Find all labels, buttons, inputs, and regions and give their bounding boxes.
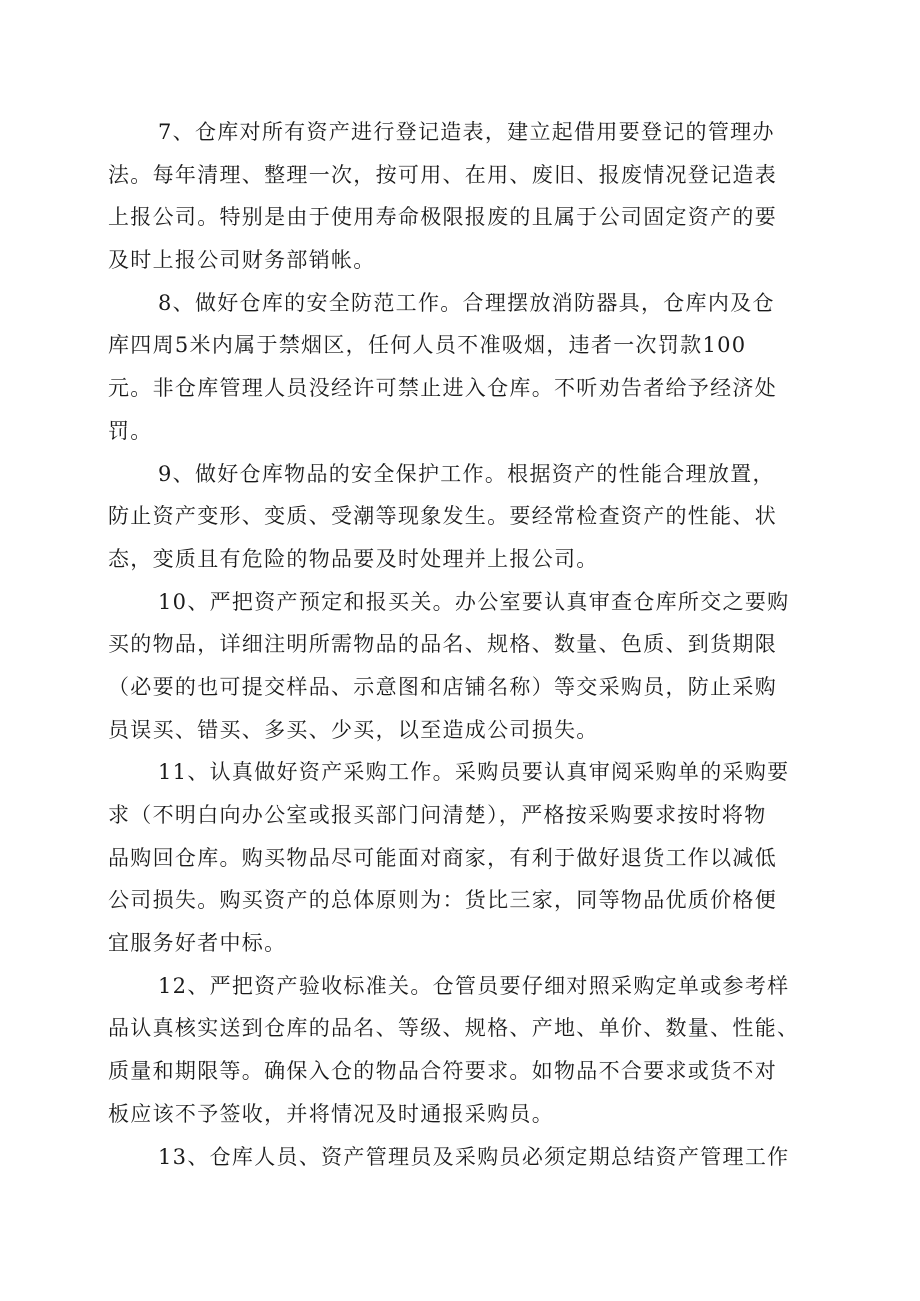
paragraph-first-line: 12、严把资产验收标准关。仓管员要仔细对照采购定单或参考样 [158,973,790,998]
paragraph-item-8 [108,282,820,453]
paragraph-line: 及时上报公司财务部销帐。 [108,248,376,273]
paragraph-line: 品认真核实送到仓库的品名、等级、规格、产地、单价、数量、性能、 [108,1016,800,1041]
paragraph-item-7 [108,111,820,282]
paragraph-item-10 [108,581,820,752]
paragraph-line: 买的物品，详细注明所需物品的品名、规格、数量、色质、到货期限 [108,632,777,657]
paragraph-line: 库四周5米内属于禁烟区，任何人员不准吸烟，违者一次罚款100 [108,333,747,358]
document-body [108,111,820,1178]
paragraph-line: 法。每年清理、整理一次，按可用、在用、废旧、报废情况登记造表 [108,162,777,187]
paragraph-first-line: 8、做好仓库的安全防范工作。合理摆放消防器具，仓库内及仓 [158,290,775,315]
paragraph-first-line: 13、仓库人员、资产管理员及采购员必须定期总结资产管理工作 [158,1144,790,1169]
paragraph-line: 求（不明白向办公室或报买部门问清楚），严格按采购要求按时将物 [108,803,767,827]
paragraph-first-line: 11、认真做好资产采购工作。采购员要认真审阅采购单的采购要 [158,760,790,785]
paragraph-line: 公司损失。购买资产的总体原则为：货比三家，同等物品优质价格便 [108,888,777,913]
paragraph-line: （必要的也可提交样品、示意图和店铺名称）等交采购员，防止采购 [108,674,777,699]
paragraph-item-13 [108,1136,820,1179]
paragraph-line: 员误买、错买、多买、少买，以至造成公司损失。 [108,717,599,742]
paragraph-line: 元。非仓库管理人员没经许可禁止进入仓库。不听劝告者给予经济处 [108,376,777,401]
paragraph-line: 宜服务好者中标。 [108,931,287,956]
paragraph-first-line: 7、仓库对所有资产进行登记造表，建立起借用要登记的管理办 [158,120,775,144]
paragraph-item-9 [108,453,820,581]
paragraph-first-line: 10、严把资产预定和报买关。办公室要认真审查仓库所交之要购 [158,589,790,614]
paragraph-line: 态，变质且有危险的物品要及时处理并上报公司。 [108,546,599,571]
paragraph-line: 上报公司。特别是由于使用寿命极限报废的且属于公司固定资产的要 [108,205,777,230]
paragraph-item-12 [108,965,820,1136]
paragraph-line: 罚。 [108,418,153,443]
paragraph-line: 防止资产变形、变质、受潮等现象发生。要经常检查资产的性能、状 [108,504,777,529]
paragraph-line: 品购回仓库。购买物品尽可能面对商家，有利于做好退货工作以减低 [108,845,777,870]
paragraph-line: 板应该不予签收，并将情况及时通报采购员。 [108,1101,554,1126]
paragraph-line: 质量和期限等。确保入仓的物品合符要求。如物品不合要求或货不对 [108,1059,777,1084]
paragraph-first-line: 9、做好仓库物品的安全保护工作。根据资产的性能合理放置， [158,461,775,486]
paragraph-item-11 [108,751,820,964]
